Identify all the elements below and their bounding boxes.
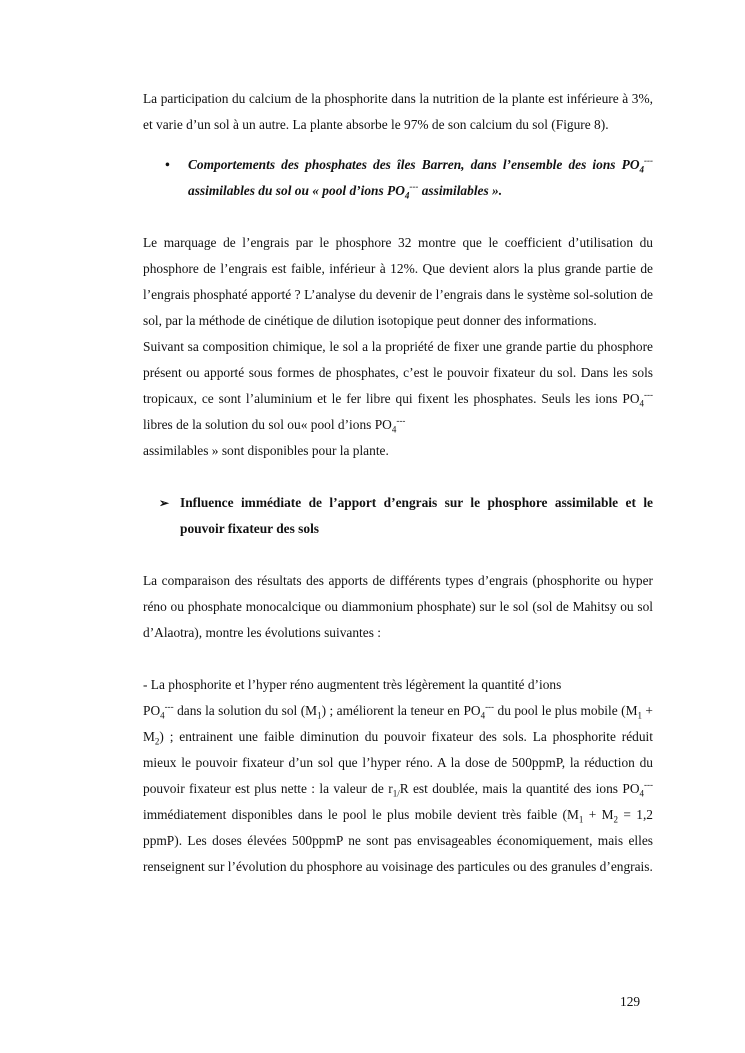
- paragraph-calcium: La participation du calcium de la phosphorite dans la nutrition de la plante est inférieure à 3%, et varie d’un sol à un autre. La plante absorbe le 97% de son calcium du sol (Figure 8).: [143, 91, 653, 132]
- arrow-bullet-icon: ➢: [159, 496, 170, 510]
- document-page: [143, 86, 653, 880]
- bullet-heading-barren: • Comportements des phosphates des îles Barren, dans l’ensemble des ions $PO_4^{---}$ assimilables du sol ou « pool d’ions $PO_4^{---}$ assimilables ».: [143, 152, 653, 204]
- section-heading-influence: ➢ Influence immédiate de l’apport d’engrais sur le phosphore assimilable et le pouvoir fixateur des sols: [143, 490, 653, 542]
- bullet-icon: •: [165, 157, 170, 172]
- paragraph-marquage: Le marquage de l’engrais par le phosphore 32 montre que le coefficient d’utilisation du phosphore de l’engrais est faible, inférieur à 12%. Que devient alors la plus grande partie de l’engrais phosphaté apporté ? L’analyse du devenir de l’engrais dans le système sol-solution de sol, par la méthode de cinétique de dilution isotopique peut donner des informations.: [143, 235, 653, 328]
- paragraph-comparaison: La comparaison des résultats des apports de différents types d’engrais (phosphorite ou hyper réno ou phosphate monocalcique ou diammonium phosphate) sur le sol (sol de Mahitsy ou sol d’Alaotra), montre les évolutions suivantes :: [143, 573, 653, 640]
- paragraph-composition: Suivant sa composition chimique, le sol a la propriété de fixer une grande partie du phosphore présent ou apporté sous formes de phosphates, c’est le pouvoir fixateur du sol. Dans les sols tropicaux, ce sont l’aluminium et le fer libre qui fixent les phosphates. Seuls les ions $PO_4^{---}$ libres de la solution du sol ou« pool d’ions $PO_4^{---}$ assimilables » sont disponibles pour la plante.: [143, 339, 653, 458]
- paragraph-phosphorite-line1: - La phosphorite et l’hyper réno augmentent très légèrement la quantité d’ions: [143, 677, 562, 692]
- paragraph-phosphorite-body: $PO_4^{---}$ dans la solution du sol $(M_1)$ ; améliorent la teneur en $PO_4^{---}$ du pool le plus mobile $(M_1 + M_2)$ ; entrainent une faible diminution du pouvoir fixateur des sols. La phosphorite réduit mieux le pouvoir fixateur d’un sol que l’hyper réno. A la dose de 500ppmP, la réduction du pouvoir fixateur est plus nette : la valeur de $r_{1/}R$ est doublée, mais la quantité des ions $PO_4^{---}$ immédiatement disponibles dans le pool le plus mobile devient très faible ($M_1 + M_2 = 1,2$ ppmP). Les doses élevées 500ppmP ne sont pas envisageables économiquement, mais elles renseignent sur l’évolution du phosphore au voisinage des particules ou des granules d’engrais.: [143, 701, 653, 874]
- page-number: 129: [620, 994, 641, 1009]
